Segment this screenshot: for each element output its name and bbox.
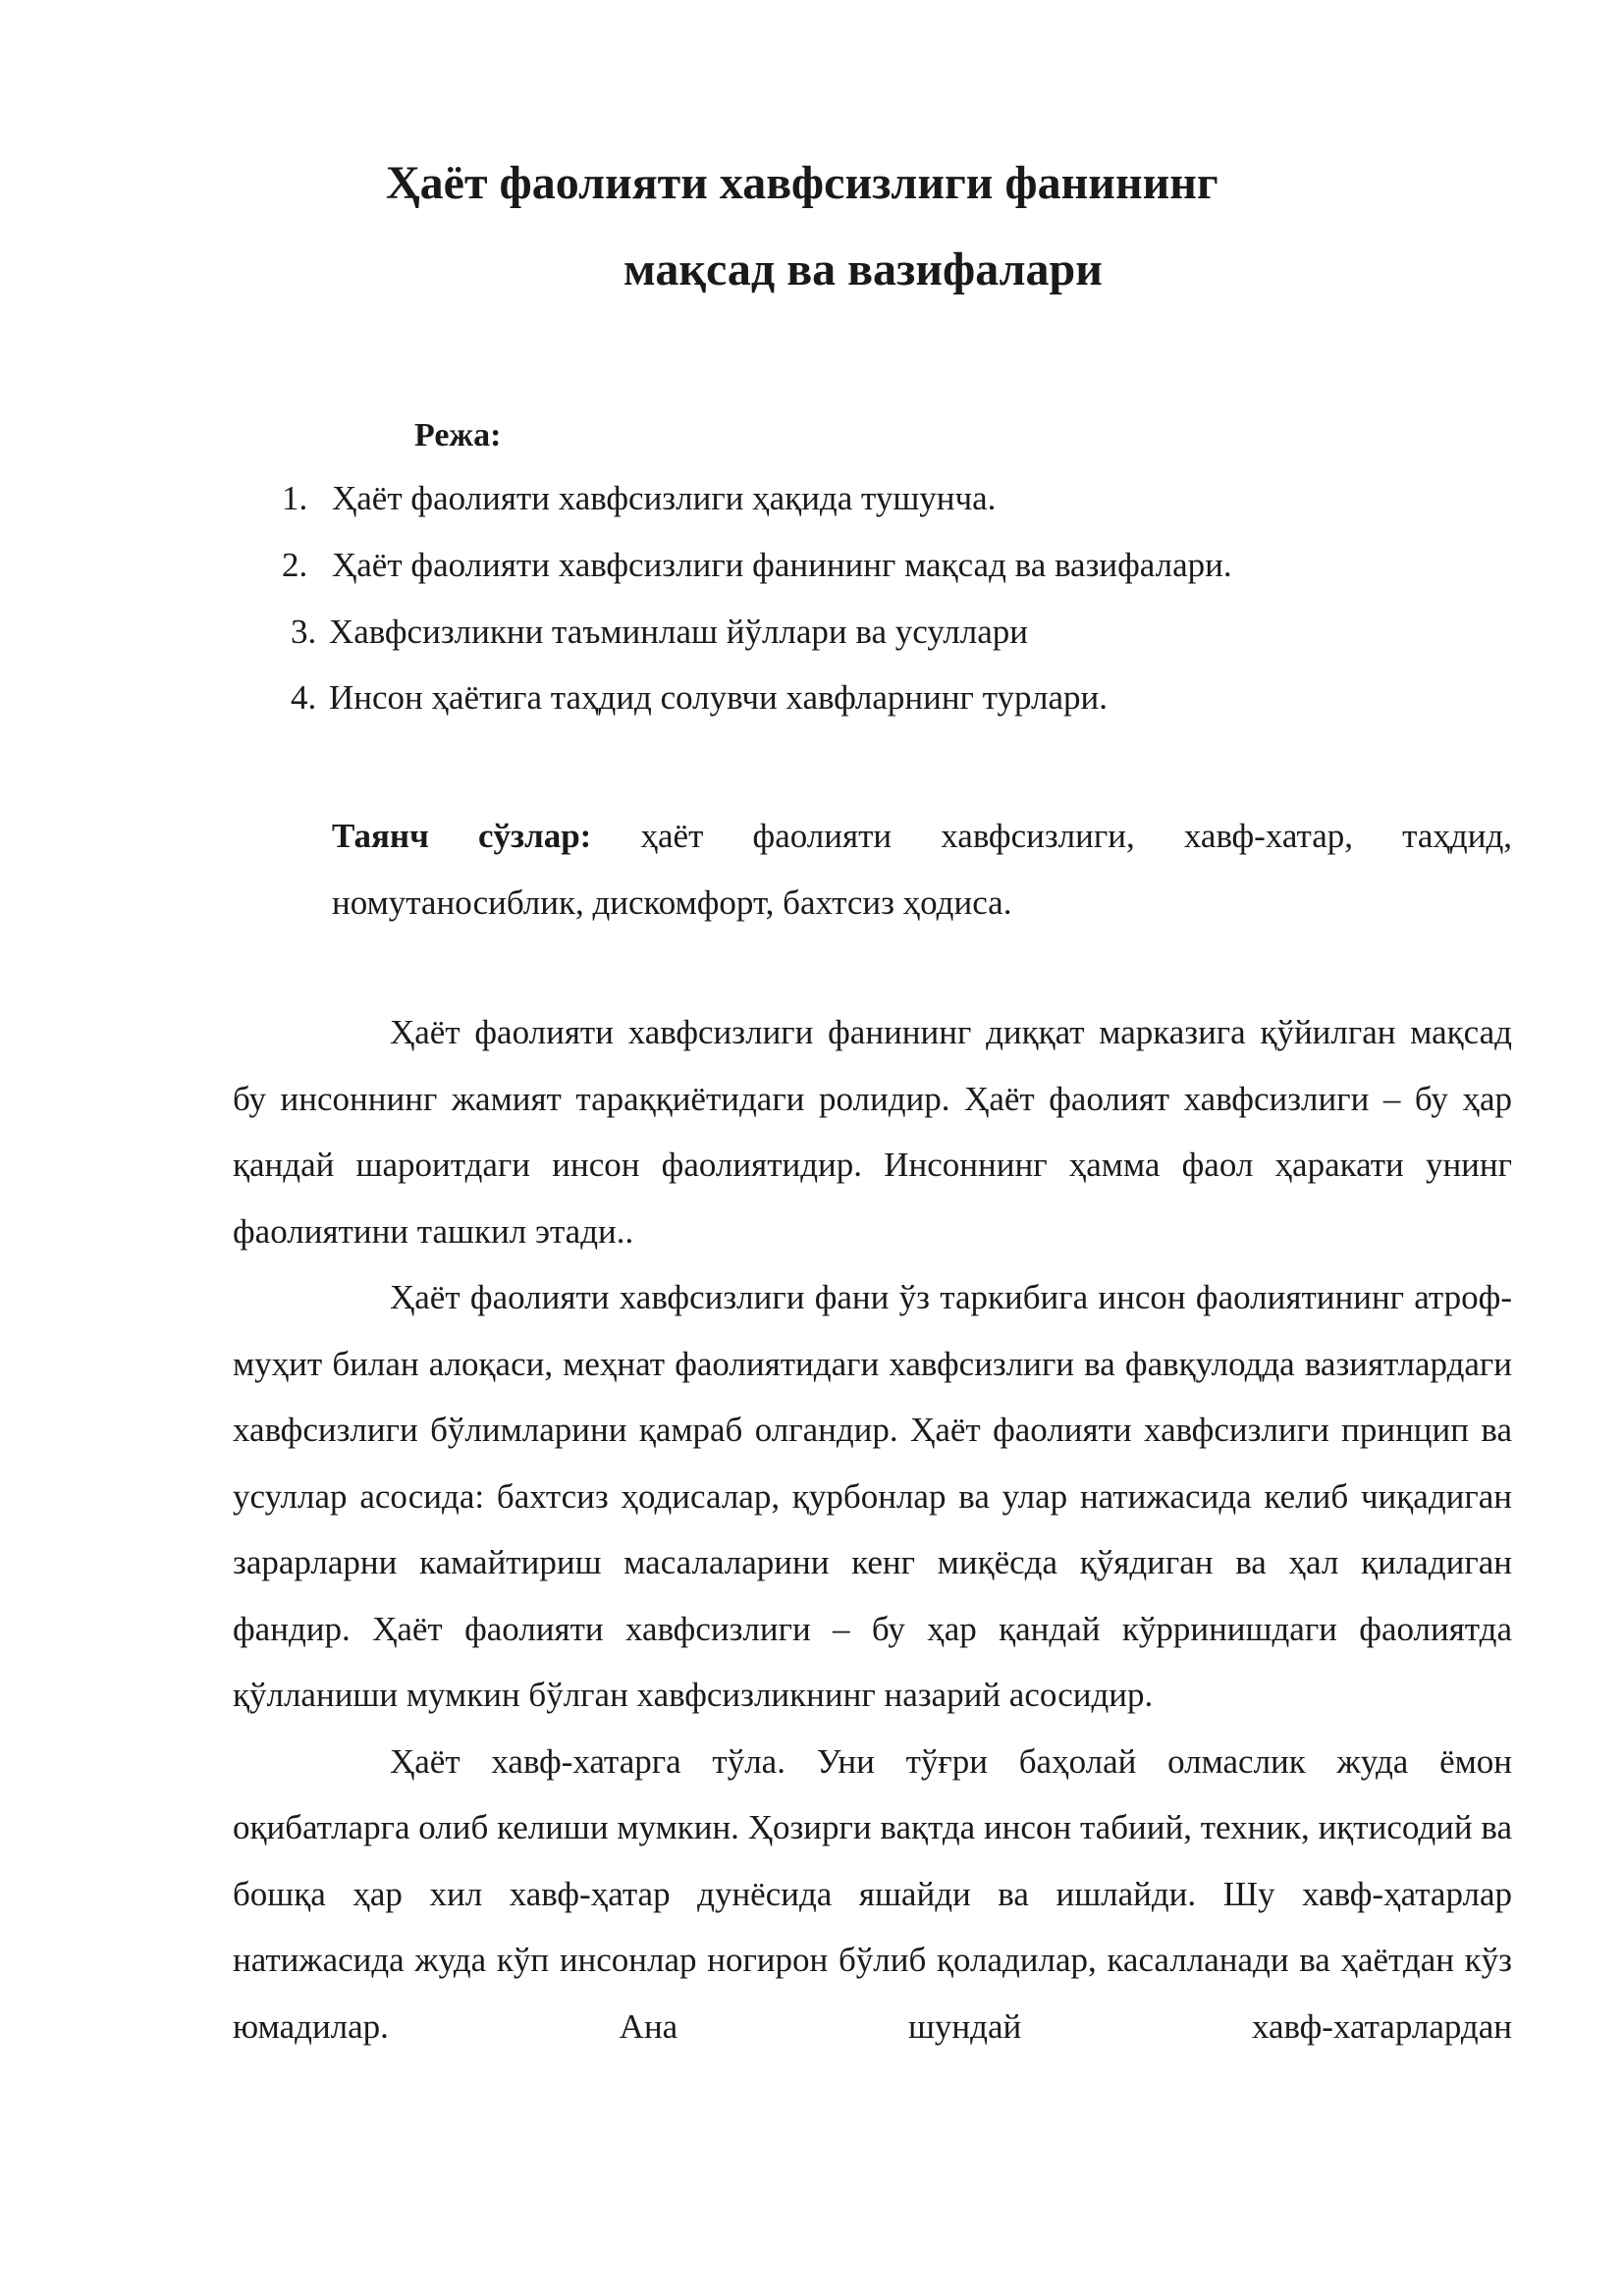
keywords-block (332, 803, 1512, 936)
plan-item (282, 548, 1232, 582)
plan-item-text: Ҳаёт фаолияти хавфсизлиги фанининг мақсад ва вазифалари. (332, 546, 1232, 584)
body-text (233, 999, 1512, 2059)
plan-item-text: Хавфсизликни таъминлаш йўллари ва усуллари (329, 613, 1028, 651)
plan-heading: Режа: (414, 417, 502, 454)
plan-item (291, 614, 1028, 649)
keywords-label: Таянч сўзлар: (332, 817, 592, 855)
plan-item-text: Инсон ҳаётига таҳдид солувчи хавфларнинг турлари. (329, 678, 1109, 717)
plan-item (291, 680, 1108, 715)
keywords-text: ҳаёт фаолияти хавфсизлиги, хавф-хатар, таҳдид, номутаносиблик, дискомфорт, бахтсиз ҳодиса. (332, 817, 1513, 922)
body-paragraph: Ҳаёт хавф-хатарга тўла. Уни тўғри баҳолай олмаслик жуда ёмон оқибатларга олиб келиши мумкин. Ҳозирги вақтда инсон табиий, техник, иқтисодий ва бошқа ҳар хил хавф-ҳатар дунёсида яшайди ва ишлайди. Шу хавф-ҳатарлар натижасида жуда кўп инсонлар ногирон бўлиб қоладилар, касалланади ва ҳаётдан кўз юмадилар. Ана шундай хавф-хатарлардан (233, 1741, 1512, 2046)
plan-item-text: Ҳаёт фаолияти хавфсизлиги ҳақида тушунча. (332, 479, 997, 517)
plan-item-number: 2. (282, 546, 308, 584)
plan-item-number: 3. (291, 613, 317, 651)
document-title-line-2: мақсад ва вазифалари (623, 243, 1103, 295)
body-paragraph: Ҳаёт фаолияти хавфсизлиги фани ўз таркибига инсон фаолиятининг атроф-муҳит билан алоқаси, меҳнат фаолиятидаги хавфсизлиги ва фавқулодда вазиятлардаги хавфсизлиги бўлимларини қамраб олгандир. Ҳаёт фаолияти хавфсизлиги принцип ва усуллар асосида: бахтсиз ҳодисалар, қурбонлар ва улар натижасида келиб чиқадиган зарарларни камайтириш масалаларини кенг миқёсда қўядиган ва ҳал қиладиган фандир. Ҳаёт фаолияти хавфсизлиги – бу ҳар қандай кўрринишдаги фаолиятда қўлланиши мумкин бўлган хавфсизликнинг назарий асосидир. (233, 1278, 1512, 1714)
plan-item (282, 481, 996, 515)
document-title-line-1: Ҳаёт фаолияти хавфсизлиги фанининг (386, 157, 1218, 209)
plan-item-number: 4. (291, 678, 317, 717)
plan-item-number: 1. (282, 479, 308, 517)
body-paragraph: Ҳаёт фаолияти хавфсизлиги фанининг диққат марказига қўйилган мақсад бу инсоннинг жамият тараққиётидаги ролидир. Ҳаёт фаолият хавфсизлиги – бу ҳар қандай шароитдаги инсон фаолиятидир. Инсоннинг ҳамма фаол ҳаракати унинг фаолиятини ташкил этади.. (233, 1013, 1512, 1251)
